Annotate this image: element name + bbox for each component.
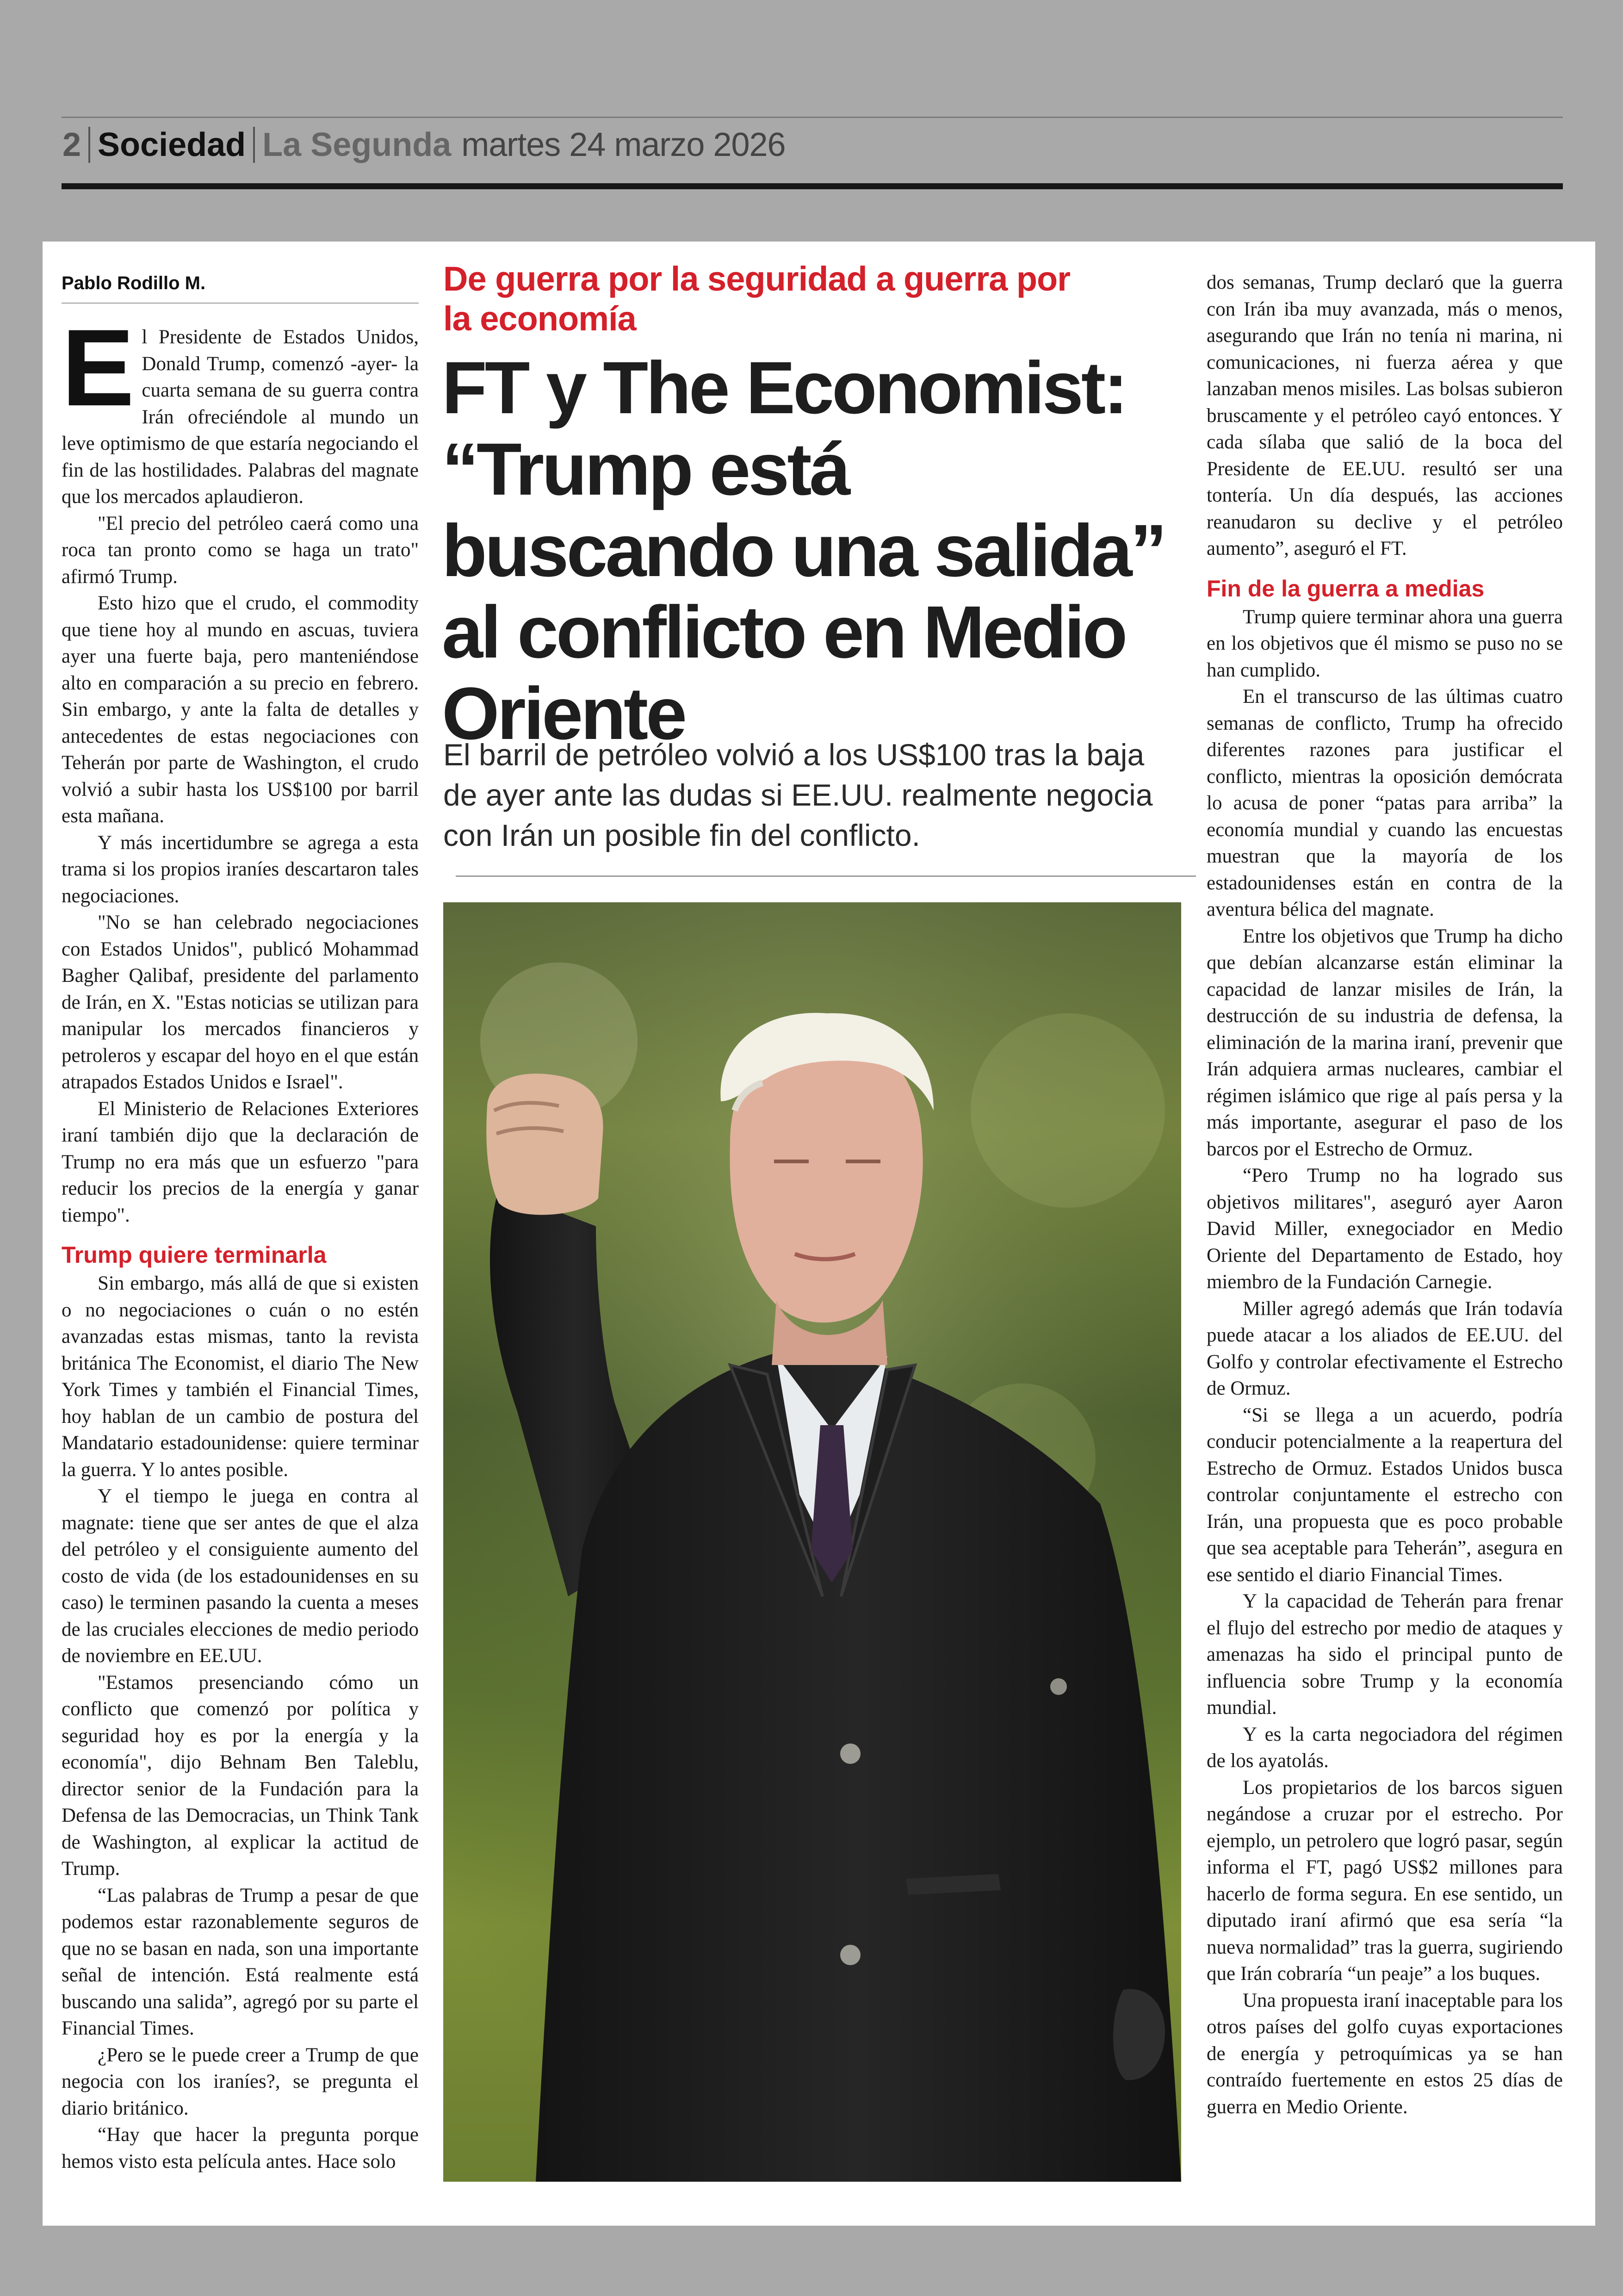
- page-folio: [62, 123, 786, 167]
- body-paragraph: "Estamos presenciando cómo un conflicto que comenzó por política y seguridad hoy es por la energía y la economía", dijo Behnam Ben Taleblu, director senior de la Fundación para la Defensa de las Democracias, un Think Tank de Washington, al explicar la actitud de Trump.: [62, 1671, 419, 1880]
- body-paragraph: En el transcurso de las últimas cuatro semanas de conflicto, Trump ha ofrecido diferentes razones para justificar el conflicto, mientras la oposición demócrata lo acusa de poner “patas para arriba” la economía mundial y cuando las encuestas muestran que la mayoría de los estadounidenses están en contra de la aventura bélica del magnate.: [1207, 686, 1563, 920]
- header-bottom-rule: [62, 183, 1563, 189]
- body-paragraph: Entre los objetivos que Trump ha dicho que debían alcanzarse están eliminar la capacidad de lanzar misiles de Irán, la destrucción de su industria de defensa, la eliminación de la marina iraní, prevenir que Irán adquiera armas nucleares, cambiar el régimen islámico que rige al país persa y la más importante, asegurar el paso de los barcos por el Estrecho de Ormuz.: [1207, 925, 1563, 1160]
- body-paragraph: Miller agregó además que Irán todavía puede atacar a los aliados de EE.UU. del Golfo y controlar efectivamente el Estrecho de Ormuz.: [1207, 1297, 1563, 1399]
- body-paragraph: “Pero Trump no ha logrado sus objetivos militares", aseguró ayer Aaron David Miller, exnegociador en Medio Oriente del Departamento de Estado, hoy miembro de la Fundación Carnegie.: [1207, 1165, 1563, 1293]
- body-paragraph: Y la capacidad de Teherán para frenar el flujo del estrecho por medio de ataques y amenazas ha sido el principal punto de influencia sobre Trump y la economía mundial.: [1207, 1590, 1563, 1719]
- subhead: Fin de la guerra a medias: [1207, 575, 1485, 602]
- body-paragraph: Trump quiere terminar ahora una guerra en los objetivos que él mismo se puso no se han cumplido.: [1207, 606, 1563, 681]
- body-paragraph: “Si se llega a un acuerdo, podría conducir potencialmente a la reapertura del Estrecho de Ormuz. Estados Unidos busca controlar conjuntamente el estrecho con Irán, una propuesta que es poco probable que sea aceptable para Teherán”, asegura en ese sentido el diario Financial Times.: [1207, 1404, 1563, 1586]
- page-number: 2: [62, 126, 81, 163]
- byline: Pablo Rodillo M.: [62, 273, 206, 293]
- body-paragraph: Y más incertidumbre se agrega a esta trama si los propios iraníes descartaron tales negociaciones.: [62, 832, 419, 907]
- subhead: Trump quiere terminarla: [62, 1242, 327, 1268]
- drop-cap: E: [62, 307, 135, 429]
- left-column: [62, 307, 419, 2175]
- folio-separator: [88, 127, 90, 163]
- lead-paragraph: El Presidente de Estados Unidos, Donald Trump, comenzó -ayer- la cuarta semana de su guerra contra Irán ofreciéndole al mundo un leve optimismo de que estaría negociando el fin de las hostilidades. Palabras del magnate que los mercados aplaudieron.: [62, 307, 419, 508]
- body-paragraph: Una propuesta iraní inaceptable para los otros países del golfo cuyas exportaciones de energía y petroquímicas ya se han contraído fuertemente en estos 25 días de guerra en Medio Oriente.: [1207, 1989, 1563, 2118]
- body-paragraph: Sin embargo, más allá de que si existen o no negociaciones o cuán o no estén avanzadas estas mismas, tanto la revista británica The Economist, el diario The New York Times y también el Financial Times, hoy hablan de un cambio de postura del Mandatario estadounidense: quiere terminar la guerra. Y lo antes posible.: [62, 1272, 419, 1481]
- body-paragraph: ¿Pero se le puede creer a Trump de que negocia con los iraníes?, se pregunta el diario británico.: [62, 2044, 419, 2119]
- body-paragraph: Y es la carta negociadora del régimen de los ayatolás.: [1207, 1723, 1563, 1772]
- body-paragraph: Los propietarios de los barcos siguen negándose a cruzar por el estrecho. Por ejemplo, un petrolero que logró pasar, según informa el FT, pagó US$2 millones para hacerlo de forma segura. En ese sentido, un diputado iraní afirmó que esa sería “la nueva normalidad” tras la guerra, sugiriendo que Irán cobraría “un peaje” a los buques.: [1207, 1776, 1563, 1985]
- body-paragraph: "El precio del petróleo caerá como una roca tan pronto como se haga un trato" afirmó Trump.: [62, 512, 419, 588]
- dek: El barril de petróleo volvió a los US$100 tras la baja de ayer ante las dudas si EE.UU. realmente negocia con Irán un posible fin del conflicto.: [443, 738, 1153, 852]
- folio-separator: [253, 127, 255, 163]
- headline: FT y The Economist: “Trump está buscando una salida” al conflicto en Medio Oriente: [442, 346, 1165, 755]
- body-paragraph: Esto hizo que el crudo, el commodity que tiene hoy al mundo en ascuas, tuviera ayer una fuerte baja, pero manteniéndose alto en comparación a su precio en febrero. Sin embargo, y ante la falta de detalles y antecedentes de estas negociaciones con Teherán por parte de Washington, el crudo volvió a subir hasta los US$100 por barril esta mañana.: [62, 592, 419, 827]
- byline-rule: [62, 303, 419, 304]
- body-paragraph: Y el tiempo le juega en contra al magnate: tiene que ser antes de que el alza del petróleo y el consiguiente aumento del costo de vida (de los estadounidenses en su caso) le terminen pasando la cuenta a meses de las cruciales elecciones de medio periodo de noviembre en EE.UU.: [62, 1485, 419, 1667]
- right-column: [1207, 269, 1563, 2120]
- body-paragraph: “Las palabras de Trump a pesar de que podemos estar razonablemente seguros de que no se basan en nada, son una importante señal de intención. Está realmente está buscando una salida”, agregó por su parte el Financial Times.: [62, 1884, 419, 2039]
- dek-rule: [456, 875, 1196, 877]
- section-name: Sociedad: [98, 126, 246, 163]
- body-paragraph: El Ministerio de Relaciones Exteriores iraní también dijo que la declaración de Trump no era más que un esfuerzo "para reducir los precios de la energía y ganar tiempo".: [62, 1098, 419, 1226]
- body-paragraph: "No se han celebrado negociaciones con Estados Unidos", publicó Mohammad Bagher Qalibaf, presidente del parlamento de Irán, en X. "Estas noticias se utilizan para manipular los mercados financieros y petroleros y escapar del hoyo en el que están atrapados Estados Unidos e Israel".: [62, 912, 419, 1093]
- body-paragraph: “Hay que hacer la pregunta porque hemos visto esta película antes. Hace solo: [62, 2124, 419, 2172]
- kicker: De guerra por la seguridad a guerra por la economía: [443, 260, 1071, 338]
- photo-illustration: [443, 902, 1181, 2182]
- article-photo: [443, 902, 1181, 2182]
- body-paragraph: dos semanas, Trump declaró que la guerra con Irán iba muy avanzada, más o menos, asegurando que Irán no tenía ni marina, ni comunicaciones, ni fuerza aérea y que lanzaban menos misiles. Las bolsas subieron bruscamente y el petróleo cayó entonces. Y cada sílaba que salió de la boca del Presidente de EE.UU. resultó ser una tontería. Un día después, las acciones reanudaron su declive y el petróleo aumento”, aseguró el FT.: [1207, 272, 1563, 559]
- newspaper-name: La Segunda: [262, 126, 452, 163]
- issue-date: martes 24 marzo 2026: [461, 126, 786, 163]
- header-top-rule: [62, 117, 1563, 118]
